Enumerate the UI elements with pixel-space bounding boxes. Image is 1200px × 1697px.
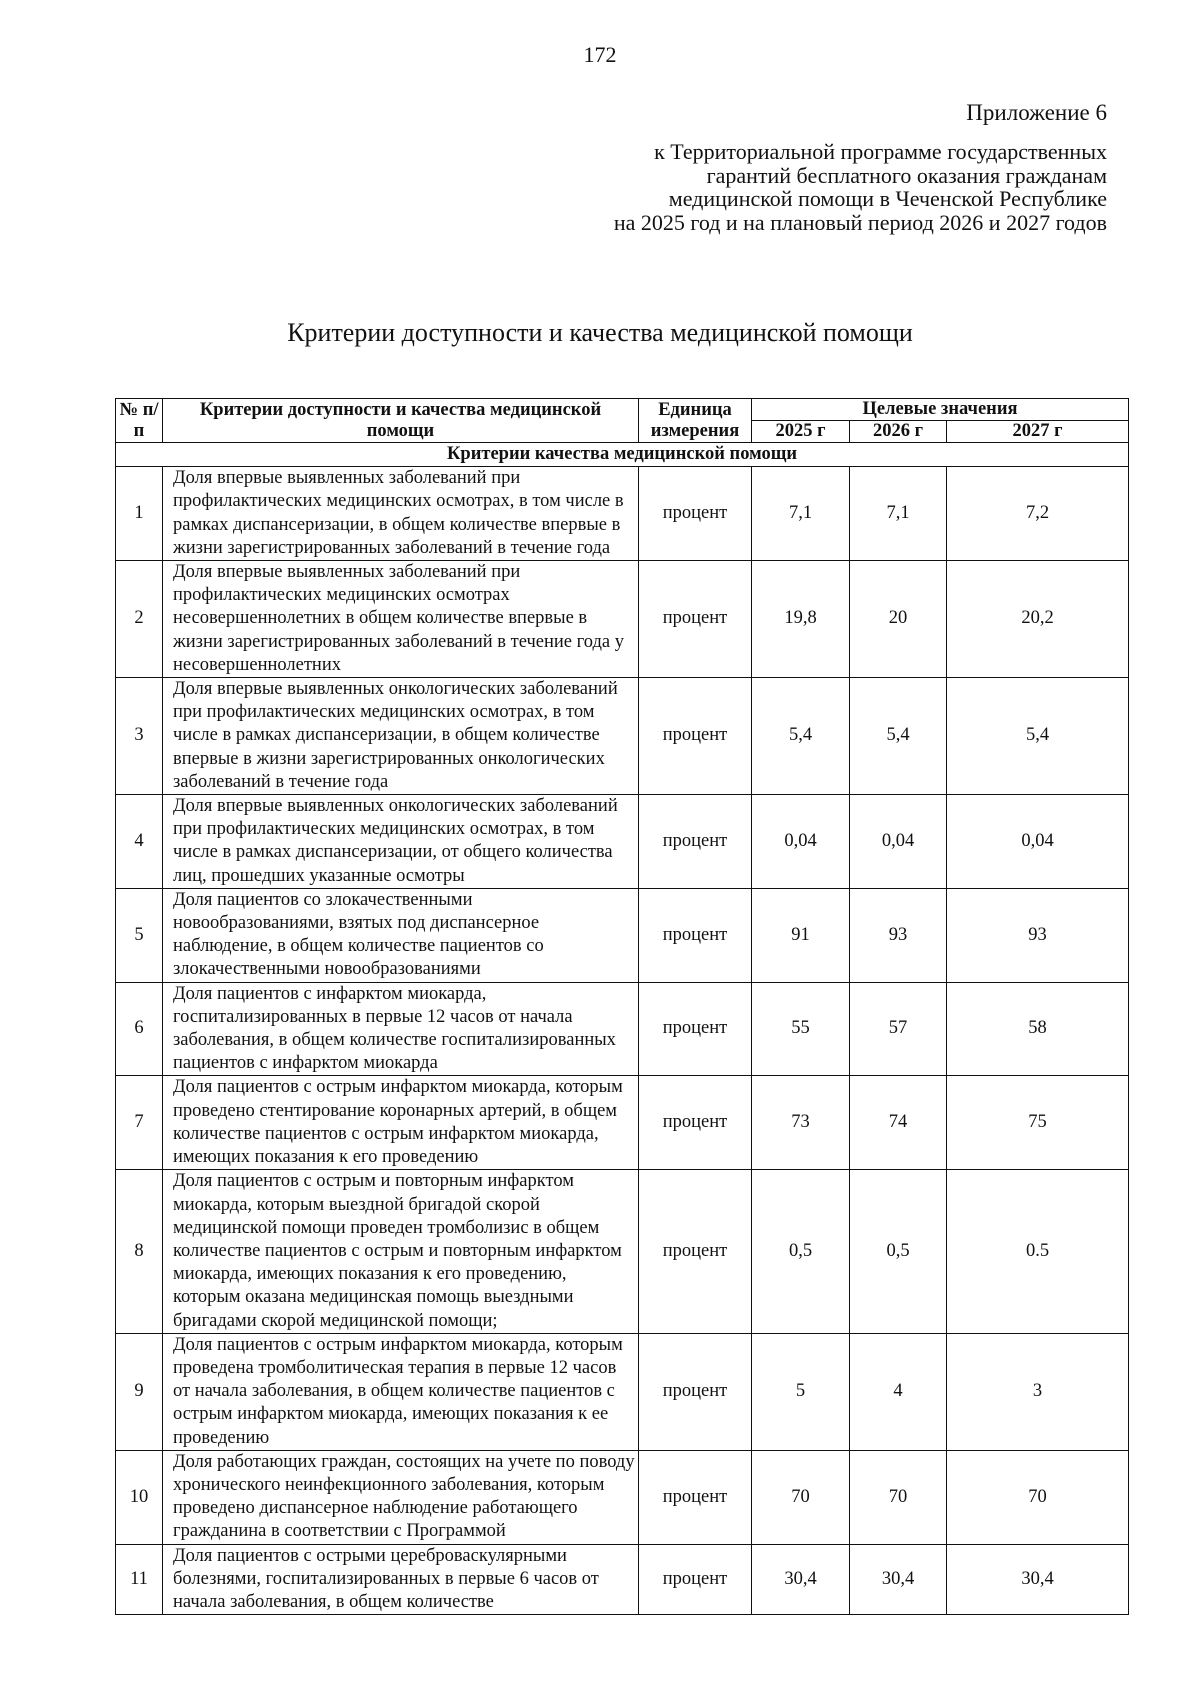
- row-number: 10: [116, 1450, 163, 1544]
- value-2026: 5,4: [850, 678, 947, 795]
- value-2026: 0,5: [850, 1170, 947, 1333]
- unit-cell: процент: [639, 982, 752, 1076]
- table-row: [116, 1076, 1129, 1170]
- section-row: [116, 443, 1129, 467]
- unit-cell: процент: [639, 888, 752, 982]
- value-2026: 20: [850, 561, 947, 678]
- row-number: 7: [116, 1076, 163, 1170]
- header-year-2027: 2027 г: [947, 421, 1129, 443]
- row-number: 4: [116, 795, 163, 889]
- header-year-2026: 2026 г: [850, 421, 947, 443]
- value-2027: 0,04: [947, 795, 1129, 889]
- value-2027: 70: [947, 1450, 1129, 1544]
- value-2025: 0,5: [752, 1170, 850, 1333]
- unit-cell: процент: [639, 561, 752, 678]
- criterion-text: Доля впервые выявленных онкологических заболеваний при профилактических медицинских осмотрах, в том числе в рамках диспансеризации, в общем количестве впервые в жизни зарегистрированных онкологических заболеваний в течение года: [163, 678, 639, 795]
- criteria-table: [115, 398, 1129, 1615]
- criterion-text: Доля пациентов с инфарктом миокарда, госпитализированных в первые 12 часов от начала заболевания, в общем количестве госпитализированных пациентов с инфарктом миокарда: [163, 982, 639, 1076]
- value-2027: 7,2: [947, 467, 1129, 561]
- criterion-text: Доля пациентов с острыми цереброваскулярными болезнями, госпитализированных в первые 6 часов от начала заболевания, в общем количестве: [163, 1544, 639, 1615]
- value-2026: 30,4: [850, 1544, 947, 1615]
- subtitle-line: к Территориальной программе государственных: [654, 139, 1107, 164]
- criterion-text: Доля впервые выявленных заболеваний при профилактических медицинских осмотрах, в том числе в рамках диспансеризации, в общем количестве впервые в жизни зарегистрированных заболеваний в течение года: [163, 467, 639, 561]
- value-2025: 91: [752, 888, 850, 982]
- unit-cell: процент: [639, 1076, 752, 1170]
- row-number: 8: [116, 1170, 163, 1333]
- appendix-subtitle: [614, 140, 1107, 234]
- value-2026: 74: [850, 1076, 947, 1170]
- value-2025: 5: [752, 1333, 850, 1450]
- header-row: [116, 399, 1129, 421]
- header-unit: Единица измерения: [639, 399, 752, 443]
- value-2026: 57: [850, 982, 947, 1076]
- table-row: [116, 678, 1129, 795]
- value-2027: 93: [947, 888, 1129, 982]
- value-2025: 5,4: [752, 678, 850, 795]
- value-2025: 70: [752, 1450, 850, 1544]
- value-2026: 70: [850, 1450, 947, 1544]
- subtitle-line: на 2025 год и на плановый период 2026 и 2027 годов: [613, 209, 1107, 235]
- table-row: [116, 1450, 1129, 1544]
- table-row: [116, 982, 1129, 1076]
- criterion-text: Доля пациентов с острым и повторным инфарктом миокарда, которым выездной бригадой скорой медицинской помощи проведен тромболизис в общем количестве пациентов с острым и повторным инфарктом миокарда, имеющих показания к его проведению, которым оказана медицинская помощь выездными бригадами скорой медицинской помощи;: [163, 1170, 639, 1333]
- row-number: 1: [116, 467, 163, 561]
- value-2027: 0.5: [947, 1170, 1129, 1333]
- row-number: 9: [116, 1333, 163, 1450]
- table-row: [116, 795, 1129, 889]
- table-row: [116, 561, 1129, 678]
- page-number: 172: [583, 42, 617, 67]
- page-title: Критерии доступности и качества медицинской помощи: [287, 318, 913, 347]
- value-2026: 4: [850, 1333, 947, 1450]
- value-2026: 0,04: [850, 795, 947, 889]
- criterion-text: Доля пациентов со злокачественными новообразованиями, взятых под диспансерное наблюдение, в общем количестве пациентов со злокачественными новообразованиями: [163, 888, 639, 982]
- unit-cell: процент: [639, 795, 752, 889]
- appendix-label: Приложение 6: [966, 100, 1107, 125]
- header-num: № п/п: [116, 399, 163, 443]
- criterion-text: Доля впервые выявленных заболеваний при профилактических медицинских осмотрах несовершеннолетних в общем количестве впервые в жизни зарегистрированных заболеваний в течение года у несовершеннолетних: [163, 561, 639, 678]
- value-2027: 58: [947, 982, 1129, 1076]
- row-number: 11: [116, 1544, 163, 1615]
- header-target-values: Целевые значения: [752, 399, 1129, 421]
- unit-cell: процент: [639, 678, 752, 795]
- table-row: [116, 888, 1129, 982]
- unit-cell: процент: [639, 1333, 752, 1450]
- value-2025: 7,1: [752, 467, 850, 561]
- table-row: [116, 1544, 1129, 1615]
- unit-cell: процент: [639, 467, 752, 561]
- value-2026: 93: [850, 888, 947, 982]
- unit-cell: процент: [639, 1450, 752, 1544]
- criterion-text: Доля впервые выявленных онкологических заболеваний при профилактических медицинских осмотрах, в том числе в рамках диспансеризации, от общего количества лиц, прошедших указанные осмотры: [163, 795, 639, 889]
- value-2025: 0,04: [752, 795, 850, 889]
- subtitle-line: гарантий бесплатного оказания гражданам: [706, 162, 1107, 188]
- header-criterion: Критерии доступности и качества медицинской помощи: [163, 399, 639, 443]
- row-number: 5: [116, 888, 163, 982]
- value-2025: 55: [752, 982, 850, 1076]
- row-number: 3: [116, 678, 163, 795]
- row-number: 2: [116, 561, 163, 678]
- value-2027: 3: [947, 1333, 1129, 1450]
- value-2025: 30,4: [752, 1544, 850, 1615]
- criterion-text: Доля пациентов с острым инфарктом миокарда, которым проведено стентирование коронарных артерий, в общем количестве пациентов с острым инфарктом миокарда, имеющих показания к его проведению: [163, 1076, 639, 1170]
- unit-cell: процент: [639, 1170, 752, 1333]
- value-2025: 19,8: [752, 561, 850, 678]
- value-2027: 5,4: [947, 678, 1129, 795]
- table-row: [116, 1170, 1129, 1333]
- value-2027: 75: [947, 1076, 1129, 1170]
- criterion-text: Доля пациентов с острым инфарктом миокарда, которым проведена тромболитическая терапия в первые 12 часов от начала заболевания, в общем количестве пациентов с острым инфарктом миокарда, имеющих показания к ее проведению: [163, 1333, 639, 1450]
- value-2026: 7,1: [850, 467, 947, 561]
- value-2027: 30,4: [947, 1544, 1129, 1615]
- table-row: [116, 467, 1129, 561]
- value-2027: 20,2: [947, 561, 1129, 678]
- table-row: [116, 1333, 1129, 1450]
- section-title: Критерии качества медицинской помощи: [116, 443, 1129, 467]
- unit-cell: процент: [639, 1544, 752, 1615]
- row-number: 6: [116, 982, 163, 1076]
- value-2025: 73: [752, 1076, 850, 1170]
- subtitle-line: медицинской помощи в Чеченской Республике: [668, 186, 1107, 211]
- header-year-2025: 2025 г: [752, 421, 850, 443]
- criterion-text: Доля работающих граждан, состоящих на учете по поводу хронического неинфекционного заболевания, которым проведено диспансерное наблюдение работающего гражданина в соответствии с Программой: [163, 1450, 639, 1544]
